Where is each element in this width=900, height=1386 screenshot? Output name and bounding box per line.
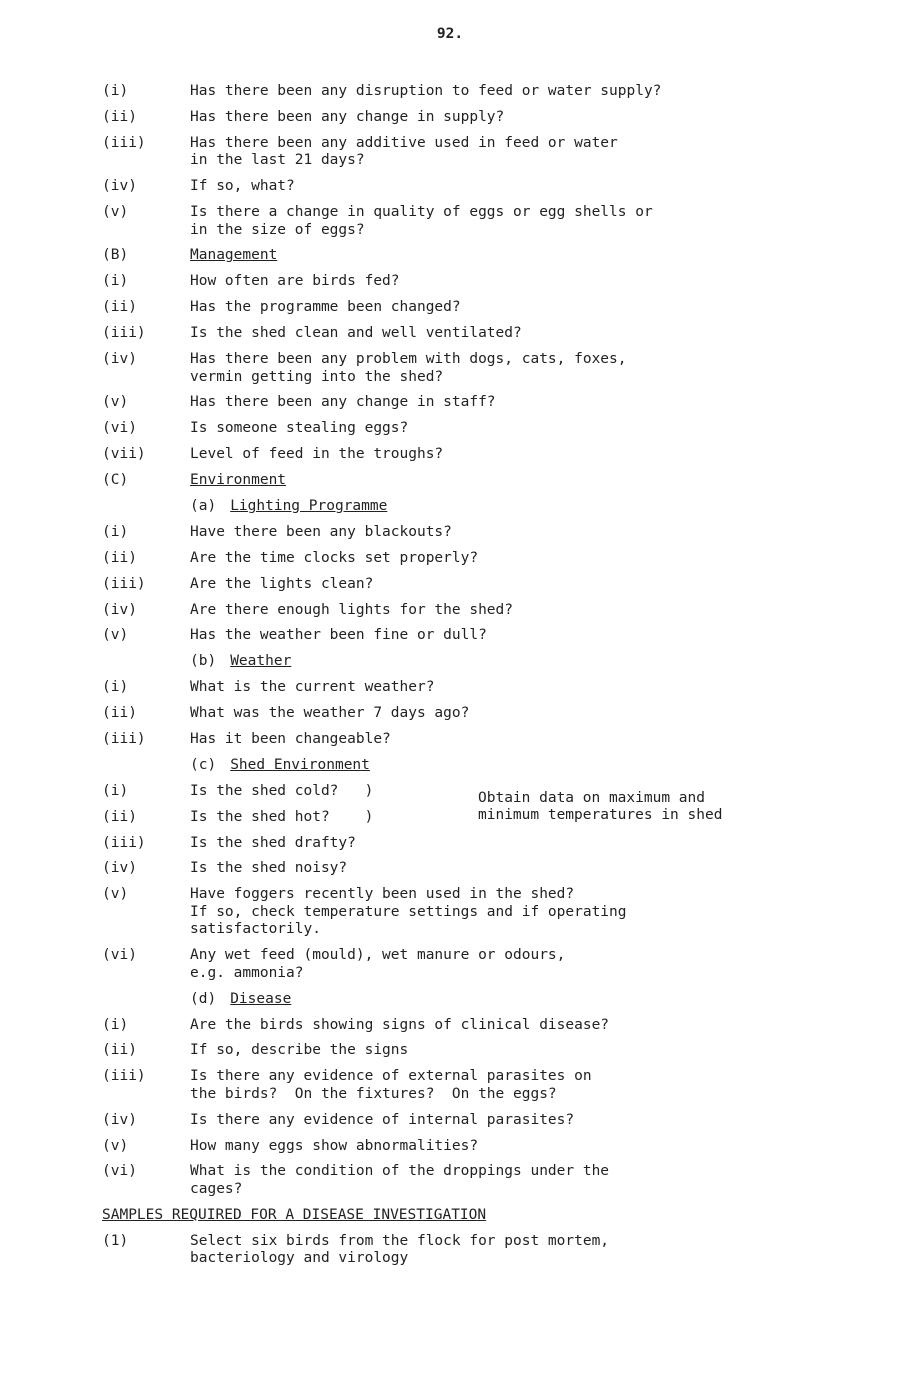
list-item [102, 135, 792, 170]
item-text: Select six birds from the flock for post mortem, bacteriology and virology [190, 1232, 610, 1267]
item-number: (iv) [102, 860, 137, 877]
item-number: (iv) [102, 1111, 137, 1128]
item-text: Is the shed hot? ) [190, 808, 374, 825]
list-item [102, 420, 792, 438]
list-item [102, 1042, 792, 1060]
list-item [102, 1163, 792, 1198]
item-text: If so, describe the signs [190, 1042, 409, 1059]
item-number: (ii) [102, 1042, 137, 1059]
item-number: (v) [102, 886, 129, 903]
list-item [102, 109, 792, 127]
item-number: (iii) [102, 575, 146, 592]
item-number: (iv) [102, 601, 137, 618]
list-item [102, 731, 792, 749]
item-number: (iii) [102, 834, 146, 851]
item-text: Is the shed noisy? [190, 860, 348, 877]
item-number: (1) [102, 1232, 129, 1249]
subsection-title: Shed Environment [230, 756, 370, 773]
item-number: (iii) [102, 134, 146, 151]
environment-section [102, 472, 792, 1198]
list-item [102, 1112, 792, 1130]
samples-section [102, 1207, 792, 1268]
item-text: Are there enough lights for the shed? [190, 601, 514, 618]
item-number: (iii) [102, 325, 146, 342]
list-item [102, 1138, 792, 1156]
item-text: What is the condition of the droppings under the cages? [190, 1163, 610, 1197]
item-number: (vi) [102, 947, 137, 964]
subsection-heading [190, 653, 792, 671]
item-text: Has it been changeable? [190, 730, 391, 747]
subsection-heading [190, 991, 792, 1009]
samples-heading: SAMPLES REQUIRED FOR A DISEASE INVESTIGATION [102, 1206, 487, 1223]
item-number: (ii) [102, 549, 137, 566]
item-text: If so, what? [190, 178, 295, 195]
item-number: (v) [102, 1137, 129, 1154]
subsection-label: (a) [190, 497, 217, 514]
item-text: Are the lights clean? [190, 575, 374, 592]
item-number: (ii) [102, 299, 137, 316]
item-text: Have there been any blackouts? [190, 523, 452, 540]
item-number: (v) [102, 394, 129, 411]
item-text: Have foggers recently been used in the shed? If so, check temperature settings and if operating satisfactorily. [190, 886, 627, 938]
item-text: Has the programme been changed? [190, 299, 461, 316]
list-item [102, 705, 792, 723]
item-number: (ii) [102, 808, 137, 825]
item-text: Has the weather been fine or dull? [190, 627, 487, 644]
item-number: (i) [102, 679, 129, 696]
item-number: (v) [102, 204, 129, 221]
item-number: (i) [102, 782, 129, 799]
item-text: Has there been any disruption to feed or water supply? [190, 83, 662, 99]
list-item [102, 1068, 792, 1103]
subsection-label: (b) [190, 653, 217, 670]
list-item [102, 325, 792, 343]
subsection-label: (d) [190, 990, 217, 1007]
item-number: (i) [102, 1016, 129, 1033]
section-heading [102, 247, 792, 265]
list-item [102, 178, 792, 196]
section-title: Management [190, 247, 278, 264]
list-item [102, 627, 792, 645]
list-item [102, 351, 792, 386]
feed-list [102, 83, 792, 239]
list-item [102, 550, 792, 568]
item-number: (v) [102, 627, 129, 644]
item-text: What was the weather 7 days ago? [190, 705, 470, 722]
item-text: Is the shed drafty? [190, 834, 356, 851]
temperature-note: Obtain data on maximum and minimum temperatures in shed [478, 789, 723, 824]
list-item [102, 886, 792, 939]
subsection-heading [190, 757, 792, 775]
item-text: Has there been any additive used in feed or water in the last 21 days? [190, 134, 618, 169]
management-section [102, 247, 792, 463]
item-number: (i) [102, 523, 129, 540]
subsection-title: Weather [230, 653, 292, 670]
list-item [102, 204, 792, 239]
item-text: Is there a change in quality of eggs or egg shells or in the size of eggs? [190, 204, 653, 238]
item-number: (i) [102, 273, 129, 290]
item-number: (vi) [102, 420, 137, 437]
section-number: (C) [102, 472, 129, 489]
list-item [102, 1017, 792, 1035]
list-item [102, 860, 792, 878]
item-number: (vii) [102, 446, 146, 463]
page-number: 92. [436, 26, 464, 42]
section-number: (B) [102, 247, 129, 264]
section-heading [102, 472, 792, 490]
item-text: Are the birds showing signs of clinical disease? [190, 1016, 610, 1033]
item-number: (ii) [102, 108, 137, 125]
list-item [102, 602, 792, 620]
list-item [102, 1233, 792, 1268]
list-item [102, 299, 792, 317]
item-text: Level of feed in the troughs? [190, 446, 444, 463]
item-number: (iv) [102, 178, 137, 195]
list-item [102, 679, 792, 697]
item-text: Is there any evidence of external parasites on the birds? On the fixtures? On the eggs? [190, 1068, 592, 1102]
item-number: (vi) [102, 1163, 137, 1180]
item-text: Has there been any problem with dogs, cats, foxes, vermin getting into the shed? [190, 351, 627, 385]
list-item [102, 947, 792, 982]
document-body [102, 83, 792, 1276]
shed-temperature-block [102, 783, 792, 826]
item-text: Is the shed cold? ) [190, 782, 374, 799]
item-number: (i) [102, 83, 129, 99]
list-item [102, 576, 792, 594]
item-text: Is the shed clean and well ventilated? [190, 325, 522, 342]
item-text: Is there any evidence of internal parasites? [190, 1111, 575, 1128]
item-text: Is someone stealing eggs? [190, 420, 409, 437]
item-number: (iv) [102, 351, 137, 368]
item-text: What is the current weather? [190, 679, 435, 696]
subsection-title: Lighting Programme [230, 497, 388, 514]
list-item [102, 83, 792, 101]
list-item [102, 524, 792, 542]
item-text: Has there been any change in supply? [190, 108, 505, 125]
list-item [102, 446, 792, 464]
subsection-title: Disease [230, 990, 292, 1007]
subsection-label: (c) [190, 756, 217, 773]
item-number: (iii) [102, 730, 146, 747]
item-text: Has there been any change in staff? [190, 394, 496, 411]
item-number: (iii) [102, 1068, 146, 1085]
item-text: Are the time clocks set properly? [190, 549, 479, 566]
subsection-heading [190, 498, 792, 516]
list-item [102, 273, 792, 291]
list-item [102, 394, 792, 412]
item-text: How many eggs show abnormalities? [190, 1137, 479, 1154]
item-number: (ii) [102, 705, 137, 722]
item-text: How often are birds fed? [190, 273, 400, 290]
item-text: Any wet feed (mould), wet manure or odours, e.g. ammonia? [190, 947, 566, 981]
section-title: Environment [190, 472, 287, 489]
list-item [102, 835, 792, 853]
